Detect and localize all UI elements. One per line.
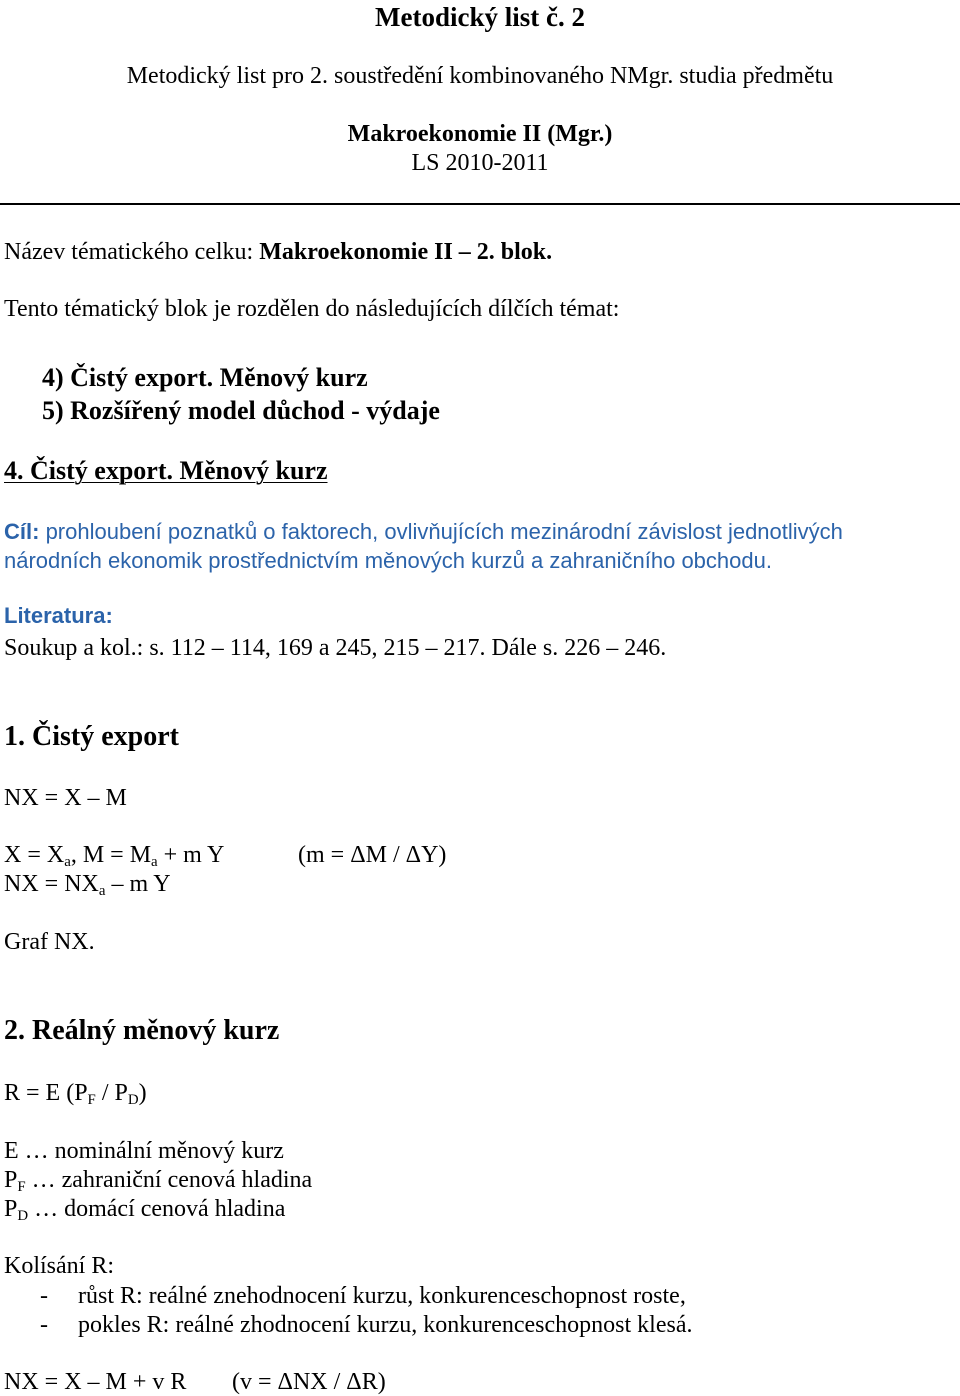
eq-part: ) (138, 1080, 147, 1106)
definition-pd (4, 1196, 286, 1225)
division-text: Tento tématický blok je rozdělen do následujících dílčích témat: (4, 296, 620, 322)
block-title-line (4, 240, 552, 264)
eq-subscript: D (127, 1092, 139, 1109)
eq-part: R = E (P (4, 1080, 88, 1106)
page-subtitle: Metodický list pro 2. soustředění kombinovaného NMgr. studia předmětu (126, 63, 834, 89)
term: LS 2010-2011 (411, 150, 549, 176)
topic-item: 5) Rozšířený model důchod - výdaje (42, 396, 440, 425)
graph-note: Graf NX. (4, 929, 95, 955)
eq-part: P (4, 1196, 18, 1222)
list-item: pokles R: reálné zhodnocení kurzu, konkurenceschopnost klesá. (78, 1312, 693, 1338)
goal-label: Cíl: (4, 519, 40, 544)
goal-line-2: národních ekonomik prostřednictvím měnových kurzů a zahraničního obchodu. (4, 548, 772, 573)
final-equation: NX = X – M + v R (4, 1369, 187, 1395)
net-export-heading: 1. Čistý export (4, 721, 179, 752)
course-name: Makroekonomie II (Mgr.) (347, 121, 613, 147)
real-rate-heading: 2. Reálný měnový kurz (4, 1015, 280, 1046)
eq-part: … zahraniční cenová hladina (25, 1167, 313, 1193)
eq-subscript: a (64, 854, 71, 871)
equation-nx: NX = X – M (4, 785, 127, 811)
eq-part: P (4, 1167, 18, 1193)
eq-part: , M = M (70, 842, 152, 868)
block-name: Makroekonomie II – 2. blok. (259, 239, 553, 265)
eq-subscript: a (98, 883, 106, 900)
list-bullet: - (40, 1283, 48, 1309)
equation-m-note: (m = ΔM / ΔY) (298, 842, 447, 868)
list-item: růst R: reálné znehodnocení kurzu, konkurenceschopnost roste, (78, 1283, 686, 1309)
eq-part: + m Y (157, 842, 225, 868)
eq-subscript: a (151, 854, 158, 871)
section-heading: 4. Čistý export. Měnový kurz (4, 456, 328, 485)
real-rate-formula (4, 1080, 147, 1109)
list-bullet: - (40, 1312, 48, 1338)
literature-label: Literatura: (4, 603, 113, 628)
eq-subscript: F (17, 1179, 26, 1196)
eq-part: / P (95, 1080, 128, 1106)
definition-e: E … nominální měnový kurz (4, 1138, 284, 1164)
literature-text: Soukup a kol.: s. 112 – 114, 169 a 245, 215 – 217. Dále s. 226 – 246. (4, 635, 667, 661)
goal-text: prohloubení poznatků o faktorech, ovlivňujících mezinárodní závislost jednotlivých (39, 519, 843, 544)
fluctuation-label: Kolísání R: (4, 1253, 115, 1279)
eq-part: – m Y (105, 871, 171, 897)
header-divider (0, 203, 960, 205)
equation-x-m (4, 842, 225, 871)
eq-part: … domácí cenová hladina (28, 1196, 286, 1222)
eq-subscript: D (17, 1208, 29, 1225)
page-title: Metodický list č. 2 (375, 2, 585, 32)
block-label: Název tématického celku: (4, 239, 260, 265)
eq-part: X = X (4, 842, 65, 868)
final-equation-note: (v = ΔNX / ΔR) (232, 1369, 386, 1395)
eq-subscript: F (87, 1092, 96, 1109)
goal-line-1 (4, 521, 843, 543)
definition-pf (4, 1167, 313, 1196)
equation-nx-a (4, 871, 171, 900)
eq-part: NX = NX (4, 871, 99, 897)
topic-item: 4) Čistý export. Měnový kurz (42, 363, 368, 392)
